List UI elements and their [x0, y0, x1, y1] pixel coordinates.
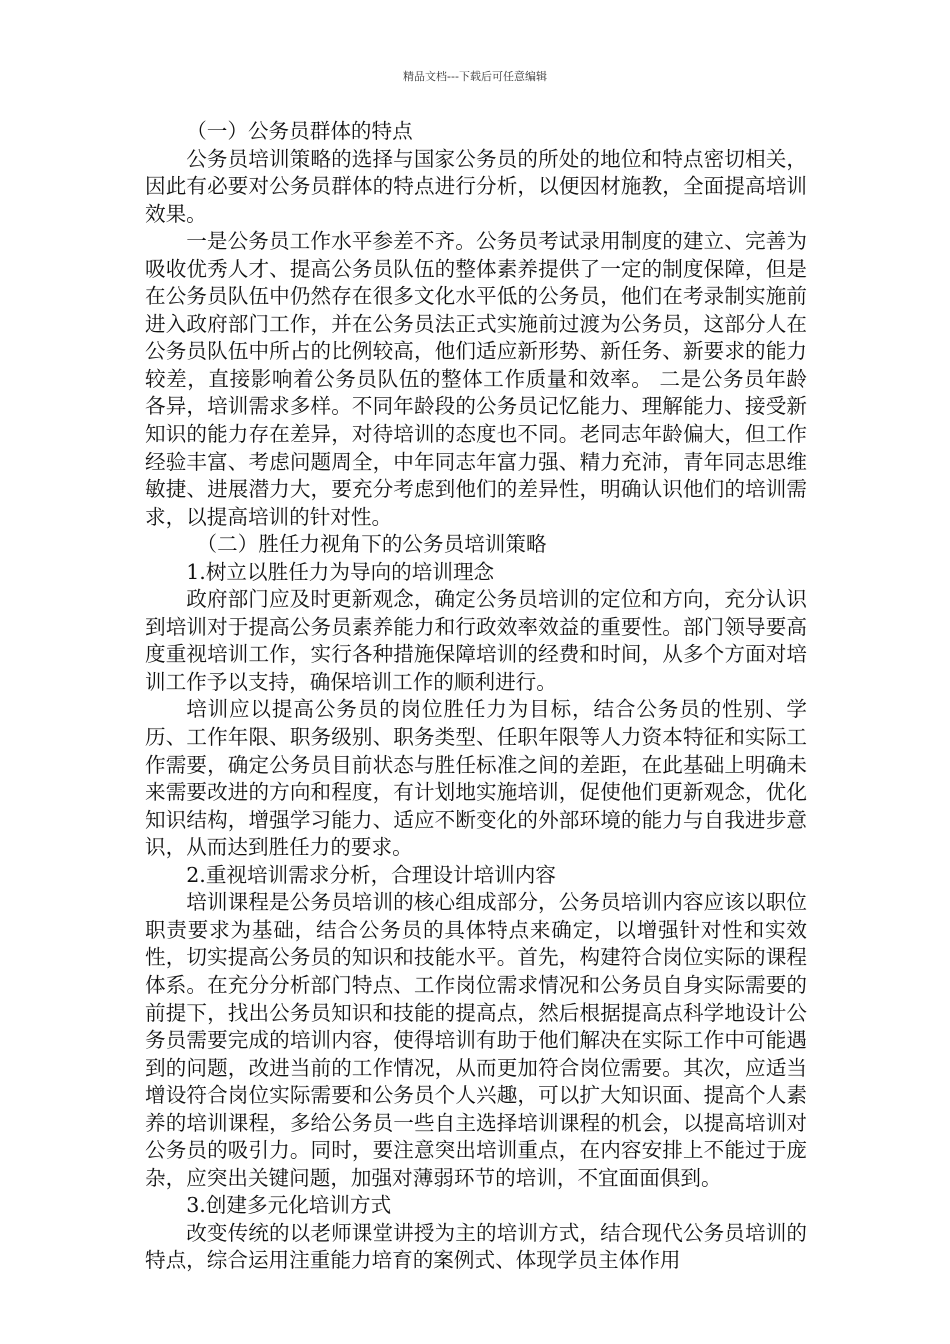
- subsection-heading: 3.创建多元化培训方式: [186, 1193, 392, 1218]
- subsection-heading: 1.树立以胜任力为导向的培训理念: [186, 559, 495, 584]
- subsection-heading: 2.重视培训需求分析，合理设计培训内容: [186, 862, 556, 887]
- paragraph: 公务员培训策略的选择与国家公务员的所处的地位和特点密切相关，因此有必要对公务员群体的特点进行分析，以便因材施教，全面提高培训效果。: [145, 146, 807, 226]
- paragraph: 一是公务员工作水平参差不齐。公务员考试录用制度的建立、完善为吸收优秀人才、提高公务员队伍的整体素养提供了一定的制度保障，但是在公务员队伍中仍然存在很多文化水平低的公务员，他们在考录制实施前进入政府部门工作，并在公务员法正式实施前过渡为公务员，这部分人在公务员队伍中所占的比例较高，他们适应新形势、新任务、新要求的能力较差，直接影响着公务员队伍的整体工作质量和效率。 二是公务员年龄各异，培训需求多样。不同年龄段的公务员记忆能力、理解能力、接受新知识的能力存在差异，对待培训的态度也不同。老同志年龄偏大，但工作经验丰富、考虑问题周全，中年同志年富力强、精力充沛，青年同志思维敏捷、进展潜力大，要充分考虑到他们的差异性，明确认识他们的培训需求，以提高培训的针对性。: [145, 229, 807, 529]
- paragraph: 政府部门应及时更新观念，确定公务员培训的定位和方向，充分认识到培训对于提高公务员素养能力和行政效率效益的重要性。部门领导要高度重视培训工作，实行各种措施保障培训的经费和时间，从多个方面对培训工作予以支持，确保培训工作的顺利进行。: [145, 587, 807, 694]
- paragraph: 培训应以提高公务员的岗位胜任力为目标，结合公务员的性别、学历、工作年限、职务级别、职务类型、任职年限等人力资本特征和实际工作需要，确定公务员目前状态与胜任标准之间的差距，在此基础上明确未来需要改进的方向和程度，有计划地实施培训，促使他们更新观念，优化知识结构，增强学习能力、适应不断变化的外部环境的能力与自我进步意识，从而达到胜任力的要求。: [145, 697, 807, 860]
- paragraph: 培训课程是公务员培训的核心组成部分，公务员培训内容应该以职位职责要求为基础，结合公务员的具体特点来确定，以增强针对性和实效性，切实提高公务员的知识和技能水平。首先，构建符合岗位实际的课程体系。在充分分析部门特点、工作岗位需求情况和公务员自身实际需要的前提下，找出公务员知识和技能的提高点，然后根据提高点科学地设计公务员需要完成的培训内容，使得培训有助于他们解决在实际工作中可能遇到的问题，改进当前的工作情况，从而更加符合岗位需要。其次，应适当增设符合岗位实际需要和公务员个人兴趣，可以扩大知识面、提高个人素养的培训课程，多给公务员一些自主选择培训课程的机会，以提高培训对公务员的吸引力。同时，要注意突出培训重点，在内容安排上不能过于庞杂，应突出关键问题，加强对薄弱环节的培训，不宜面面俱到。: [145, 890, 807, 1190]
- section-heading: （一）公务员群体的特点: [186, 119, 413, 143]
- document-body: [145, 118, 807, 1275]
- paragraph: 改变传统的以老师课堂讲授为主的培训方式，结合现代公务员培训的特点，综合运用注重能力培育的案例式、体现学员主体作用: [145, 1220, 807, 1273]
- page-header: 精品文档---下载后可任意编辑: [403, 70, 547, 83]
- section-heading: （二）胜任力视角下的公务员培训策略: [196, 532, 547, 557]
